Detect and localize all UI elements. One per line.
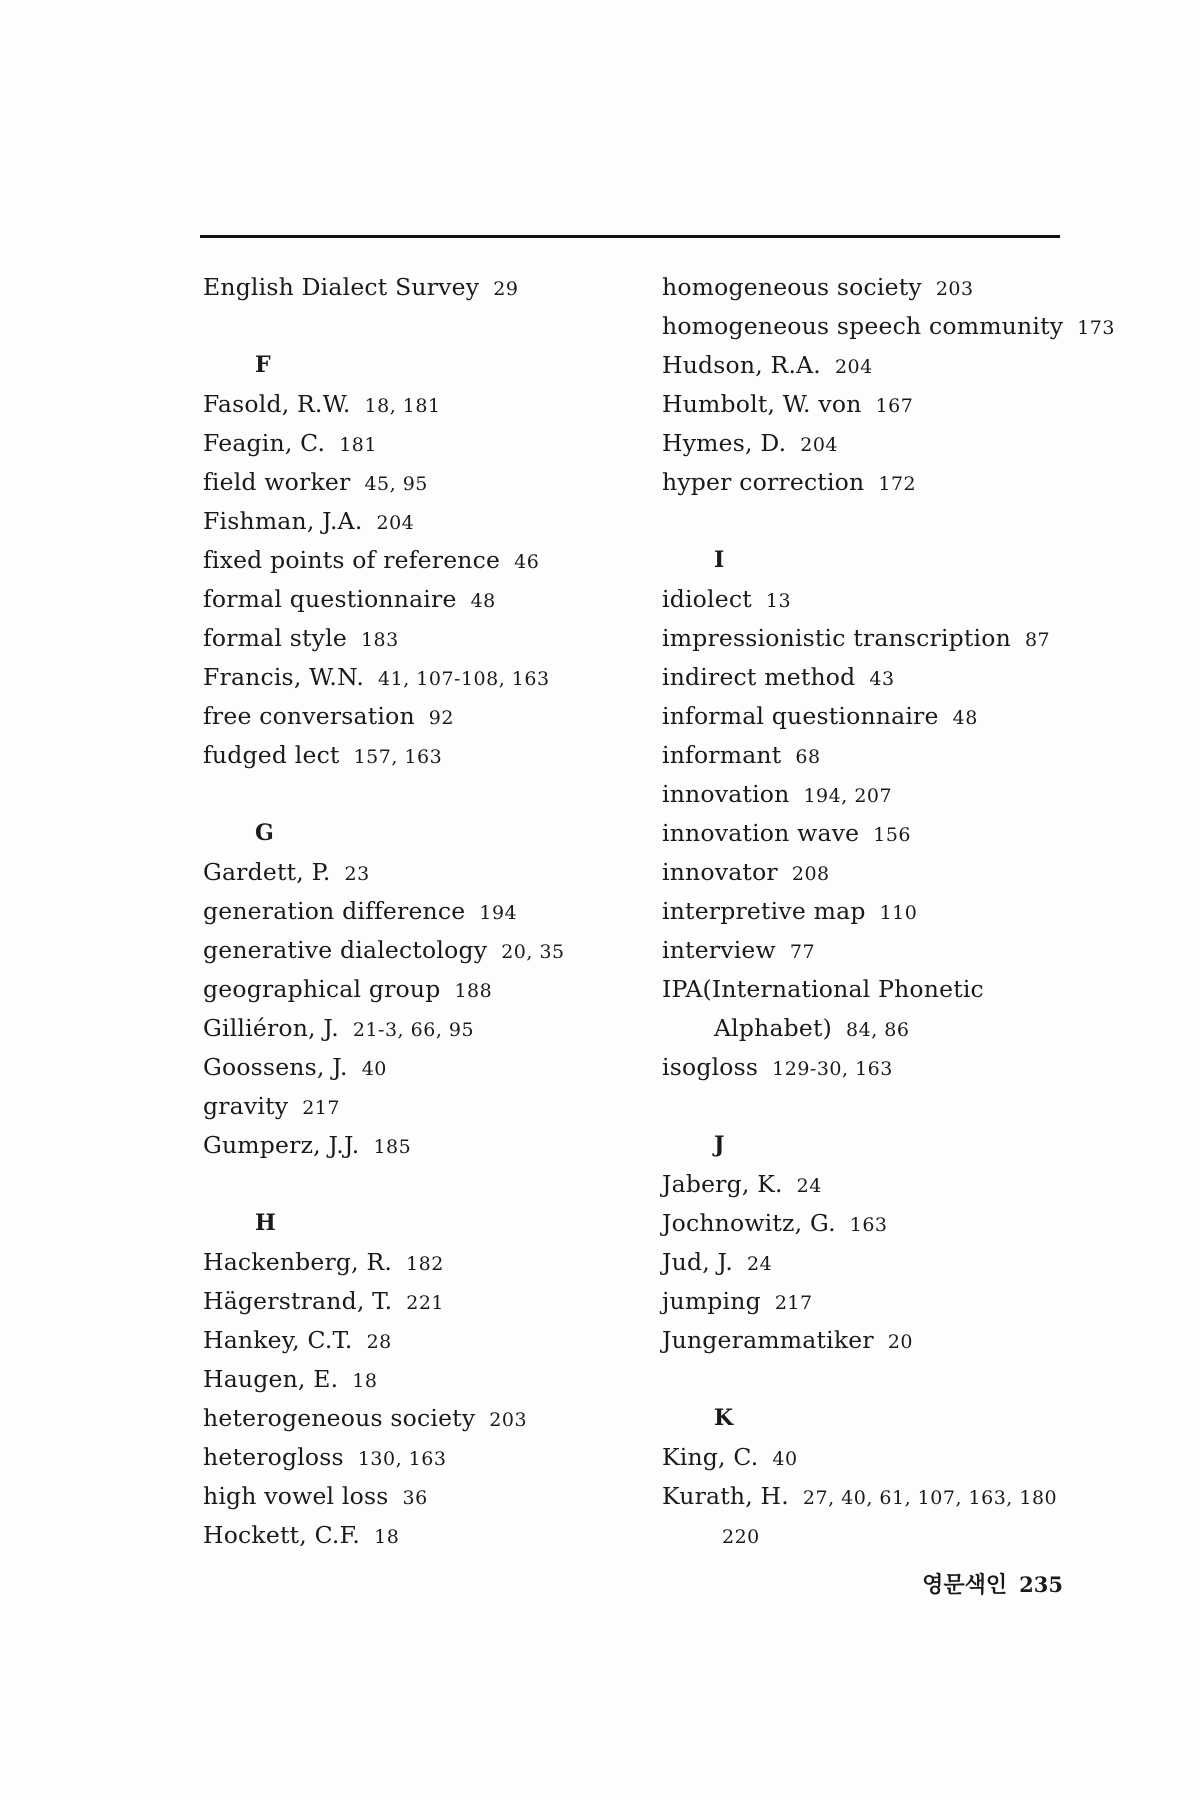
index-term: Alphabet): [714, 1014, 833, 1042]
index-entry: [203, 970, 663, 1009]
index-entry: [203, 424, 663, 463]
index-page-refs: 217: [302, 1097, 340, 1119]
index-term: idiolect: [662, 585, 752, 613]
page-number: 235: [1019, 1572, 1063, 1597]
index-entry: [203, 1360, 663, 1399]
section-letter-heading: K: [714, 1405, 734, 1431]
index-term: Gardett, P.: [203, 858, 331, 886]
index-page-refs: 217: [774, 1292, 813, 1314]
index-page-refs: 181: [339, 434, 377, 456]
index-term: generative dialectology: [203, 936, 488, 964]
index-term: IPA(International Phonetic: [662, 975, 984, 1003]
index-entry: [203, 1399, 663, 1438]
index-entry: [662, 892, 1102, 931]
index-term: innovation wave: [662, 819, 860, 847]
index-entry: [203, 697, 663, 736]
index-page-refs: 203: [935, 278, 974, 300]
index-term: Jochnowitz, G.: [662, 1209, 836, 1237]
index-term: Fishman, J.A.: [203, 507, 363, 535]
index-entry: [662, 268, 1102, 307]
index-term: Goossens, J.: [203, 1053, 348, 1081]
index-term: Gilliéron, J.: [203, 1014, 339, 1042]
index-entry: [203, 463, 663, 502]
index-entry: [662, 424, 1102, 463]
index-page-refs: 84, 86: [846, 1019, 910, 1041]
index-entry: [662, 580, 1102, 619]
index-entry: [662, 1243, 1102, 1282]
index-page-refs: 130, 163: [357, 1448, 447, 1470]
index-page-refs: 45, 95: [364, 473, 428, 495]
index-page-refs: 77: [789, 941, 816, 963]
footer-section-title: 영문색인: [922, 1572, 1008, 1598]
index-entry: [662, 853, 1102, 892]
index-term: geographical group: [203, 975, 441, 1003]
index-entry: [662, 970, 1102, 1009]
section-letter-heading: G: [255, 820, 274, 846]
index-term: free conversation: [203, 702, 415, 730]
index-term: Jaberg, K.: [662, 1170, 783, 1198]
index-page-refs: 46: [514, 551, 540, 573]
index-page-refs: 129-30, 163: [772, 1058, 893, 1080]
index-entry: [662, 814, 1102, 853]
index-term: Jungerammatiker: [662, 1326, 874, 1354]
index-entry: [662, 736, 1102, 775]
index-entry: [203, 736, 663, 775]
index-page-refs: 163: [849, 1214, 888, 1236]
index-entry: [203, 1477, 663, 1516]
index-entry: [203, 1516, 663, 1555]
right-column: [662, 268, 1115, 1555]
index-term: heterogloss: [203, 1443, 344, 1471]
index-term: high vowel loss: [203, 1482, 389, 1510]
index-page-refs: 157, 163: [353, 746, 443, 768]
index-page-refs: 23: [344, 863, 370, 885]
index-term: hyper correction: [662, 468, 865, 496]
index-page-refs: 208: [791, 863, 830, 885]
index-term: King, C.: [662, 1443, 759, 1471]
index-term: Hackenberg, R.: [203, 1248, 393, 1276]
index-term: Hymes, D.: [662, 429, 787, 457]
index-page-refs: 48: [470, 590, 496, 612]
index-page-refs: 24: [747, 1253, 773, 1275]
index-term: Kurath, H.: [662, 1482, 789, 1510]
index-page-refs: 68: [795, 746, 821, 768]
index-term: Hägerstrand, T.: [203, 1287, 393, 1315]
index-term: Fasold, R.W.: [203, 390, 351, 418]
index-term: homogeneous society: [662, 273, 922, 301]
index-entry: [203, 931, 663, 970]
index-term: Hankey, C.T.: [203, 1326, 353, 1354]
page-footer: [922, 1568, 1063, 1599]
index-page-refs: 204: [834, 356, 873, 378]
index-page-refs: 18: [374, 1526, 400, 1548]
section-letter-heading: H: [255, 1210, 276, 1236]
index-entry: [203, 1009, 663, 1048]
index-entry: [203, 1282, 663, 1321]
index-term: gravity: [203, 1092, 289, 1120]
index-term: formal questionnaire: [203, 585, 457, 613]
index-term: innovation: [662, 780, 790, 808]
index-page-refs: 21-3, 66, 95: [352, 1019, 475, 1041]
index-page-refs: 48: [952, 707, 978, 729]
index-page-refs: 28: [366, 1331, 392, 1353]
index-entry: [662, 1204, 1102, 1243]
index-term: field worker: [203, 468, 351, 496]
index-page-refs: 27, 40, 61, 107, 163, 180: [802, 1487, 1058, 1509]
index-term: interpretive map: [662, 897, 866, 925]
index-page-refs: 194: [479, 902, 518, 924]
index-entry: [203, 580, 663, 619]
index-entry: [662, 775, 1102, 814]
index-page-refs: 36: [402, 1487, 428, 1509]
section-letter-heading: F: [255, 352, 271, 378]
top-rule: [200, 235, 1060, 238]
index-entry: [662, 1165, 1102, 1204]
index-term: indirect method: [662, 663, 856, 691]
index-term: homogeneous speech community: [662, 312, 1064, 340]
index-page-refs: 20, 35: [501, 941, 565, 963]
index-page-refs: 204: [376, 512, 415, 534]
left-column: [203, 268, 663, 1555]
index-page-refs: 43: [869, 668, 895, 690]
index-entry: [662, 1477, 1102, 1516]
index-page-refs: 18: [352, 1370, 378, 1392]
index-page-refs: 92: [428, 707, 454, 729]
index-entry: [203, 541, 663, 580]
index-entry: [662, 1516, 1102, 1555]
index-term: jumping: [662, 1287, 761, 1315]
index-entry: [662, 619, 1102, 658]
index-entry: [662, 1282, 1102, 1321]
index-entry: [203, 658, 663, 697]
index-term: heterogeneous society: [203, 1404, 476, 1432]
index-page-refs: 204: [800, 434, 838, 456]
index-entry: [203, 619, 663, 658]
index-entry: [662, 346, 1102, 385]
index-term: innovator: [662, 858, 778, 886]
index-page-refs: 41, 107-108, 163: [378, 668, 550, 690]
index-page-refs: 40: [361, 1058, 387, 1080]
index-entry: [662, 1009, 1102, 1048]
index-term: Humbolt, W. von: [662, 390, 862, 418]
index-entry: [662, 307, 1115, 346]
index-page-refs: 110: [879, 902, 918, 924]
index-term: interview: [662, 936, 776, 964]
index-page-refs: 220: [722, 1526, 760, 1548]
index-entry: [203, 853, 663, 892]
index-entry: [203, 1321, 663, 1360]
index-page-refs: 87: [1024, 629, 1051, 651]
section-letter-heading: I: [714, 547, 725, 573]
index-page-refs: 156: [873, 824, 912, 846]
index-page-refs: 203: [489, 1409, 528, 1431]
index-page-refs: 20: [887, 1331, 913, 1353]
index-term: informal questionnaire: [662, 702, 939, 730]
index-entry: [203, 892, 663, 931]
index-page-refs: 221: [406, 1292, 445, 1314]
index-page-refs: 29: [493, 278, 519, 300]
index-entry: [662, 463, 1102, 502]
index-term: formal style: [203, 624, 347, 652]
index-term: Hockett, C.F.: [203, 1521, 361, 1549]
index-page-refs: 13: [765, 590, 792, 612]
index-entry: [662, 1048, 1102, 1087]
index-entry: [203, 385, 663, 424]
index-term: Feagin, C.: [203, 429, 326, 457]
index-entry: [203, 1087, 663, 1126]
index-entry: [662, 658, 1102, 697]
index-page-refs: 24: [796, 1175, 822, 1197]
index-entry: [203, 502, 663, 541]
index-page-refs: 185: [373, 1136, 412, 1158]
index-entry: [203, 1126, 663, 1165]
index-term: fudged lect: [203, 741, 340, 769]
index-term: generation difference: [203, 897, 466, 925]
section-letter-heading: J: [714, 1132, 725, 1158]
index-entry: [662, 1438, 1102, 1477]
index-entry: [203, 1438, 663, 1477]
index-page-refs: 40: [772, 1448, 798, 1470]
index-page-refs: 173: [1077, 317, 1115, 339]
index-entry: [203, 268, 663, 307]
index-term: Jud, J.: [662, 1248, 734, 1276]
index-term: Gumperz, J.J.: [203, 1131, 360, 1159]
index-page-refs: 183: [360, 629, 399, 651]
index-entry: [662, 1321, 1102, 1360]
index-entry: [662, 931, 1102, 970]
index-page-refs: 18, 181: [364, 395, 441, 417]
index-entry: [203, 1048, 663, 1087]
index-term: informant: [662, 741, 782, 769]
index-term: Hudson, R.A.: [662, 351, 821, 379]
index-entry: [203, 1243, 663, 1282]
index-term: English Dialect Survey: [203, 273, 480, 301]
index-term: impressionistic transcription: [662, 624, 1011, 652]
index-entry: [662, 697, 1102, 736]
index-page-refs: 167: [875, 395, 914, 417]
index-page-refs: 182: [406, 1253, 444, 1275]
index-page-refs: 194, 207: [803, 785, 893, 807]
index-page-refs: 172: [878, 473, 917, 495]
index-entry: [662, 385, 1102, 424]
index-term: Haugen, E.: [203, 1365, 339, 1393]
index-term: Francis, W.N.: [203, 663, 365, 691]
index-page-refs: 188: [454, 980, 493, 1002]
index-term: isogloss: [662, 1053, 759, 1081]
index-term: fixed points of reference: [203, 546, 501, 574]
